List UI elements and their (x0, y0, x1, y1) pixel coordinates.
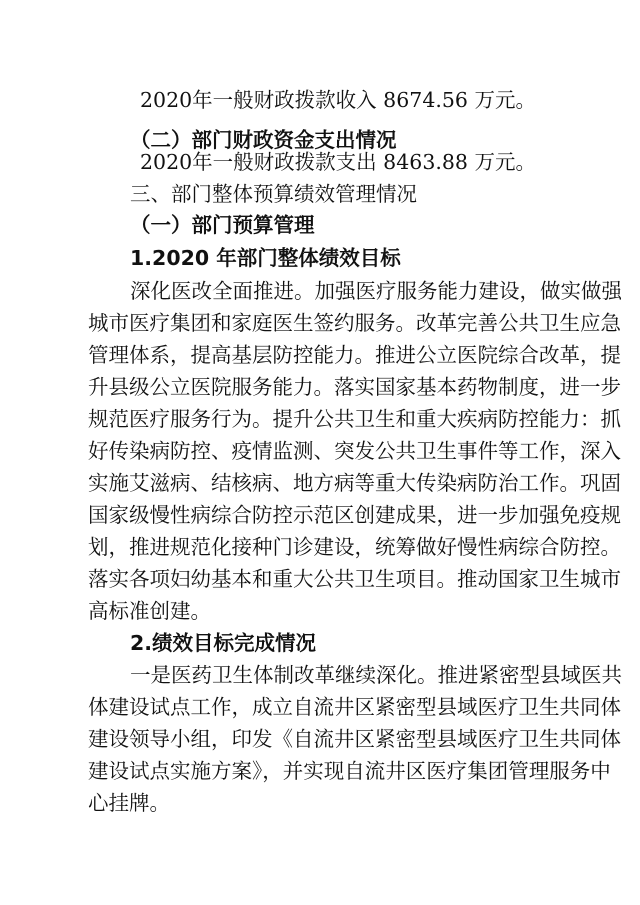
paragraph-1-line: 实施艾滋病、结核病、地方病等重大传染病防治工作。巩固 (88, 471, 621, 495)
paragraph-1-line: 升县级公立医院服务能力。落实国家基本药物制度，进一步 (88, 375, 621, 399)
paragraph-2-line: 建设领导小组，印发《自流井区紧密型县域医疗卫生共同体 (88, 727, 621, 751)
paragraph-1-line: 规范医疗服务行为。提升公共卫生和重大疾病防控能力：抓 (88, 407, 621, 431)
expense-section-heading: （二）部门财政资金支出情况 (130, 128, 397, 152)
paragraph-2-line: 建设试点实施方案》，并实现自流井区医疗集团管理服务中 (88, 759, 611, 783)
section-3-heading: 三、部门整体预算绩效管理情况 (130, 182, 417, 206)
paragraph-1-line: 好传染病防控、疫情监测、突发公共卫生事件等工作，深入 (88, 439, 621, 463)
expense-line: 2020年一般财政拨款支出 8463.88 万元。 (140, 150, 536, 174)
income-line: 2020年一般财政拨款收入 8674.56 万元。 (140, 88, 536, 112)
subsection-1-heading: （一）部门预算管理 (130, 213, 315, 237)
paragraph-1-line: 高标准创建。 (88, 599, 211, 623)
paragraph-1-line: 管理体系，提高基层防控能力。推进公立医院综合改革，提 (88, 343, 621, 367)
item-1-heading: 1.2020 年部门整体绩效目标 (130, 246, 401, 270)
paragraph-1-line: 深化医改全面推进。加强医疗服务能力建设，做实做强 (130, 279, 622, 303)
paragraph-1-line: 国家级慢性病综合防控示范区创建成果，进一步加强免疫规 (88, 503, 621, 527)
paragraph-2-line: 体建设试点工作，成立自流井区紧密型县域医疗卫生共同体 (88, 695, 621, 719)
paragraph-2-line: 心挂牌。 (88, 791, 170, 815)
paragraph-2-line: 一是医药卫生体制改革继续深化。推进紧密型县域医共 (130, 663, 622, 687)
paragraph-1-line: 划，推进规范化接种门诊建设，统筹做好慢性病综合防控。 (88, 535, 621, 559)
paragraph-1-line: 城市医疗集团和家庭医生签约服务。改革完善公共卫生应急 (88, 311, 621, 335)
paragraph-1-line: 落实各项妇幼基本和重大公共卫生项目。推动国家卫生城市 (88, 567, 621, 591)
item-2-heading: 2.绩效目标完成情况 (130, 631, 317, 655)
